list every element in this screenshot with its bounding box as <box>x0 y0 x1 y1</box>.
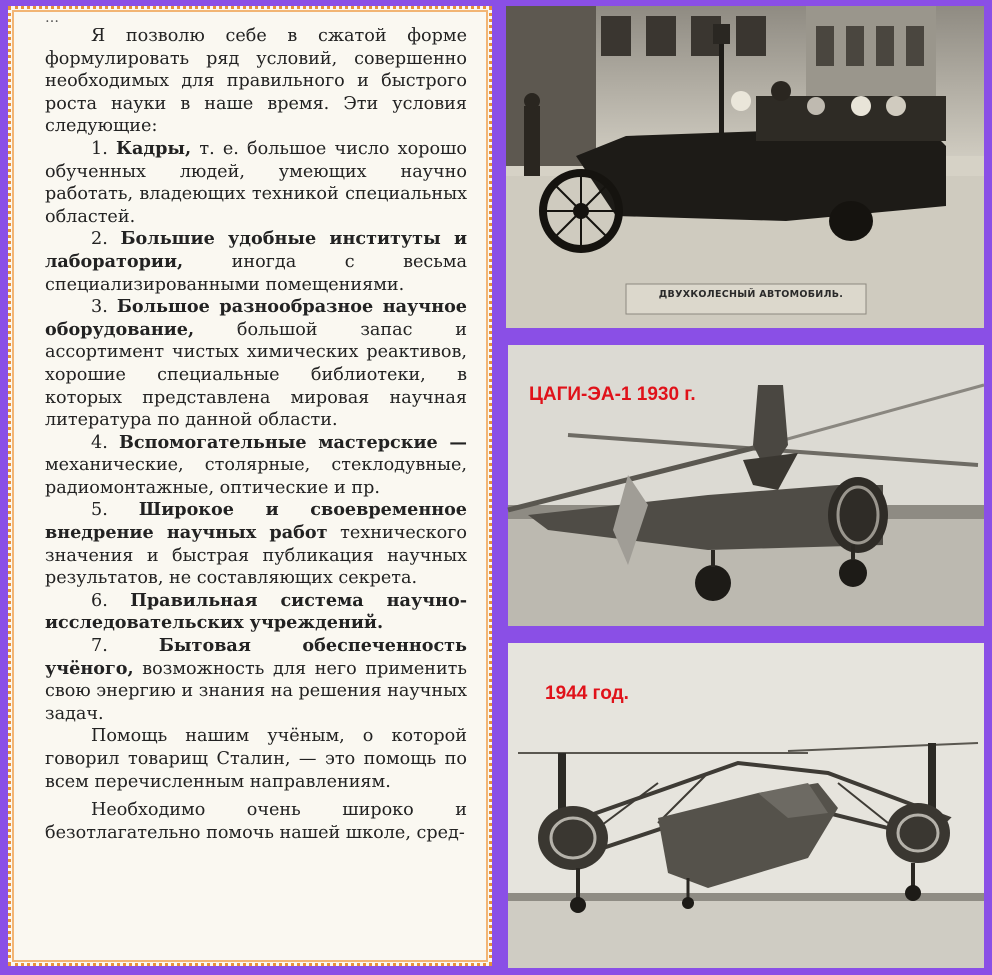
item-text: механические, столярные, стеклодувные, радиомонтажные, оптические и пр. <box>45 455 467 498</box>
condition-item-1 <box>45 138 467 228</box>
car-photo <box>506 6 984 328</box>
item-bold: Широкое и своевременное внедрение научных работ <box>45 499 468 544</box>
item-number: 4. <box>91 432 108 453</box>
car-photo-caption: ДВУХКОЛЕСНЫЙ АВТОМОБИЛЬ. <box>658 289 844 300</box>
item-number: 3. <box>91 297 108 318</box>
item-bold: Большие удобные институты и лаборатории, <box>45 228 468 272</box>
intro-paragraph: Я позволю себе в сжатой форме формулировать ряд условий, совершенно необходимых для правильного и быстрого роста науки в наше время. Эти условия следующие: <box>45 26 467 137</box>
final-paragraph: Необходимо очень широко и безотлагательно помочь нашей школе, сред- <box>45 800 467 843</box>
item-text: технического значения и быстрая публикация научных результатов, не составляющих секрета. <box>45 523 467 589</box>
item-number: 1. <box>91 138 108 159</box>
item-number: 6. <box>91 590 108 611</box>
item-bold: Вспомогательные мастерские — <box>118 431 468 453</box>
condition-item-3 <box>45 296 467 432</box>
tsagi-ea1-label: ЦАГИ-ЭА-1 1930 г. <box>529 384 696 405</box>
year-1944-label: 1944 год. <box>545 683 629 704</box>
item-text: большой запас и ассортимент чистых химических реактивов, хорошие специальные библиотеки, в которых представлена мировая научная литература по данной области. <box>45 319 467 431</box>
condition-item-5 <box>45 499 467 589</box>
condition-item-2 <box>45 228 467 296</box>
condition-item-4 <box>45 432 467 500</box>
item-bold: Бытовая обеспеченность учёного, <box>45 635 468 679</box>
item-number: 7. <box>91 636 108 657</box>
stalin-paragraph: Помощь нашим учёным, о которой говорил товарищ Сталин, — это помощь по всем перечисленным направлениям. <box>45 726 467 792</box>
item-number: 5. <box>91 500 108 521</box>
item-bold: Большое разнообразное научное оборудование, <box>45 296 467 340</box>
item-number: 2. <box>91 229 108 250</box>
item-text: возможность для него применить свою энергию и знания на решения научных задач. <box>45 658 467 724</box>
item-bold: Кадры, <box>115 137 192 159</box>
article-text-panel <box>8 6 492 966</box>
car-photo-illustration <box>506 6 984 328</box>
item-text: т. е. большое число хорошо обученных людей, умеющих научно работать, владеющих техникой специальных областей. <box>45 138 467 227</box>
condition-item-7 <box>45 635 467 725</box>
item-text: иногда с весьма специализированными помещениями. <box>45 251 467 295</box>
item-bold: Правильная система научно-исследовательских учреждений. <box>45 589 468 634</box>
condition-item-6 <box>45 590 467 635</box>
cut-off-line: … <box>45 10 59 26</box>
